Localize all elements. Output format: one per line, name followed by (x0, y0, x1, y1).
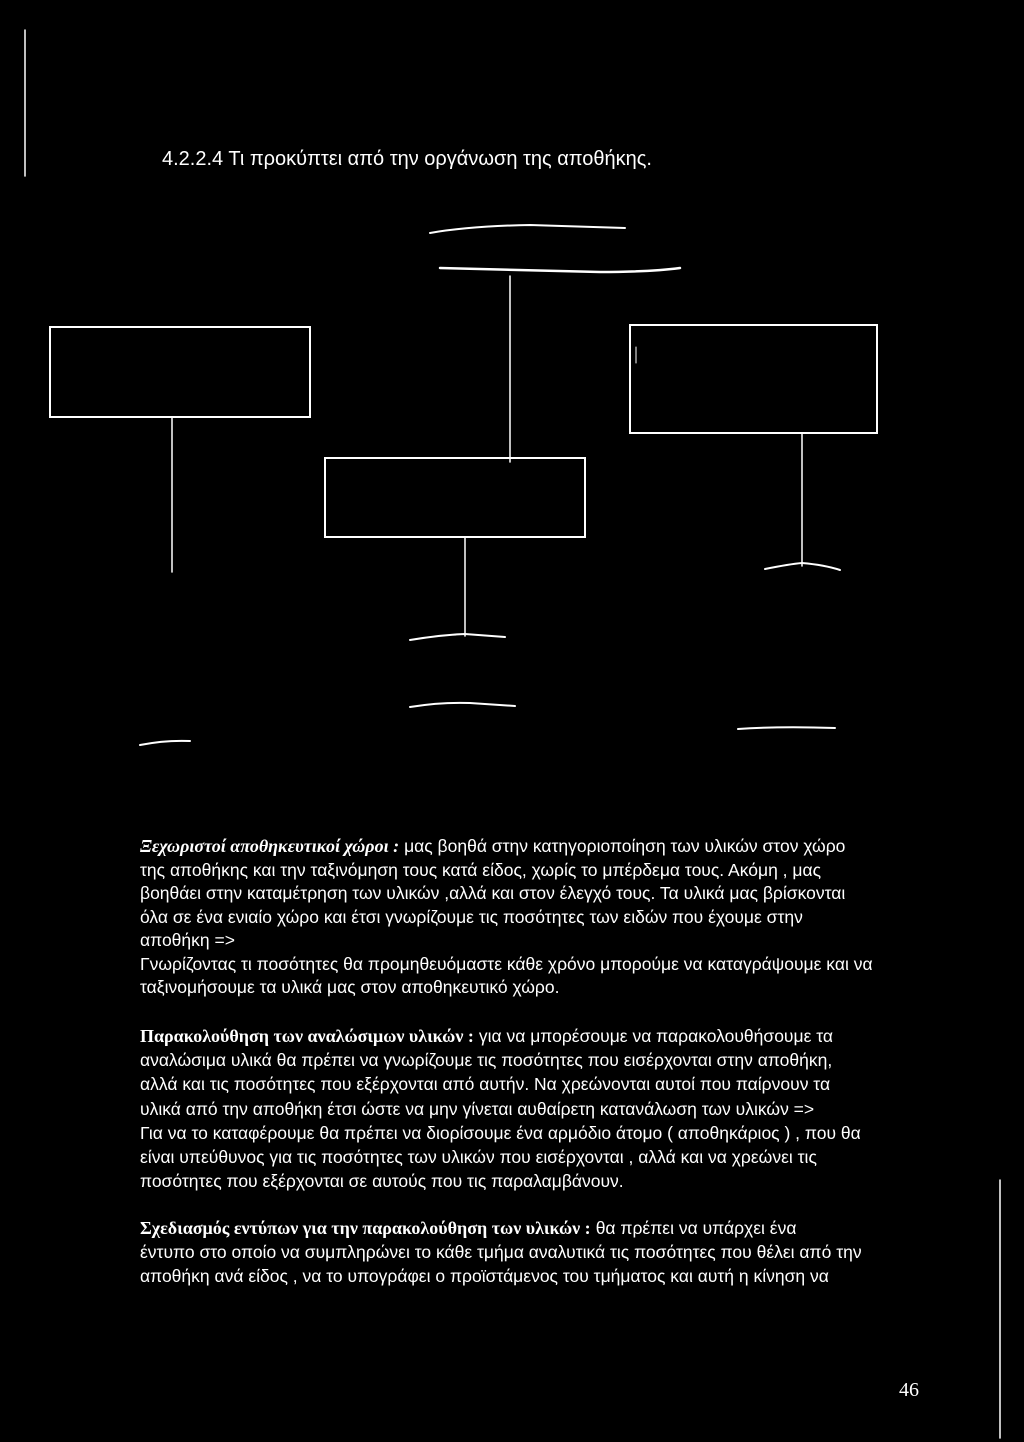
diagram-box-center (325, 458, 585, 537)
section-title: Παρακολούθηση των αναλώσιμων υλικών : (140, 1026, 474, 1046)
text-line: είναι υπεύθυνος για τις ποσότητες των υλικών που εισέρχονται , αλλά και να χρεώνει τις (140, 1147, 817, 1168)
text-fragment: μας βοηθά στην κατηγοριοποίηση των υλικών στον χώρο (404, 836, 846, 856)
diagram-lower-underline-center (410, 703, 515, 707)
text-line: ποσότητες που εξέρχονται σε αυτούς που τις παραλαμβάνουν. (140, 1171, 624, 1192)
text-line: αποθήκη => (140, 930, 235, 950)
text-line: αλλά και τις ποσότητες που εξέρχονται από αυτήν. Να χρεώνονται αυτοί που παίρνουν τα (140, 1074, 831, 1095)
text-fragment: θα πρέπει να υπάρχει ένα (595, 1218, 797, 1238)
page-number: 46 (899, 1379, 919, 1401)
text-line: αναλώσιμα υλικά θα πρέπει να γνωρίζουμε τις ποσότητες που εισέρχονται στην αποθήκη, (140, 1050, 833, 1071)
diagram-root-underline (440, 268, 680, 272)
diagram-box-left (50, 327, 310, 417)
section-title: Σχεδιασμός εντύπων για την παρακολούθηση των υλικών : (140, 1218, 591, 1238)
diagram-lower-underline-right (738, 727, 835, 729)
diagram-box-right (630, 325, 877, 433)
diagram-center-underline (410, 634, 505, 640)
diagram-lower-underline-left (140, 741, 190, 745)
text-line: όλα σε ένα ενιαίο χώρο και έτσι γνωρίζουμε τις ποσότητες των ειδών που έχουμε στην (140, 906, 803, 927)
text-line: υλικά από την αποθήκη έτσι ώστε να μην γίνεται αυθαίρετη κατανάλωση των υλικών => (140, 1098, 815, 1119)
text-line: Για να το καταφέρουμε θα πρέπει να διορίσουμε ένα αρμόδιο άτομο ( αποθηκάριος ) , που θα (140, 1122, 861, 1143)
text-line (140, 1024, 1010, 1048)
text-line: της αποθήκης και την ταξινόμηση τους κατά είδος, χωρίς το μπέρδεμα τους. Ακόμη , μας (140, 859, 822, 880)
paragraph-consumables-monitoring (140, 1024, 1010, 1193)
text-line: βοηθάει στην καταμέτρηση των υλικών ,αλλά και στον έλεγχό τους. Τα υλικά μας βρίσκονται (140, 883, 846, 903)
text-line: έντυπο στο οποίο να συμπληρώνει το κάθε τμήμα αναλυτικά τις ποσότητες που θέλει από την (140, 1242, 862, 1262)
paragraph-forms-design (140, 1216, 1010, 1288)
text-line: αποθήκη ανά είδος , να το υπογράφει ο προϊστάμενος του τμήματος και αυτή η κίνηση να (140, 1266, 829, 1286)
text-line: Γνωρίζοντας τι ποσότητες θα προμηθευόμαστε κάθε χρόνο μπορούμε να καταγράψουμε και να (140, 953, 873, 974)
diagram-right-underline (765, 563, 840, 570)
paragraph-storage-areas (140, 835, 1010, 1000)
section-heading: 4.2.2.4 Τι προκύπτει από την οργάνωση της αποθήκης. (162, 148, 652, 170)
text-line: ταξινομήσουμε τα υλικά μας στον αποθηκευτικό χώρο. (140, 977, 560, 997)
text-fragment: για να μπορέσουμε να παρακολουθήσουμε τα (478, 1026, 834, 1046)
text-line (140, 1216, 1010, 1240)
diagram-top-underline (430, 225, 625, 233)
section-title: Ξεχωριστοί αποθηκευτικοί χώροι : (140, 836, 400, 856)
text-line (140, 835, 1010, 859)
